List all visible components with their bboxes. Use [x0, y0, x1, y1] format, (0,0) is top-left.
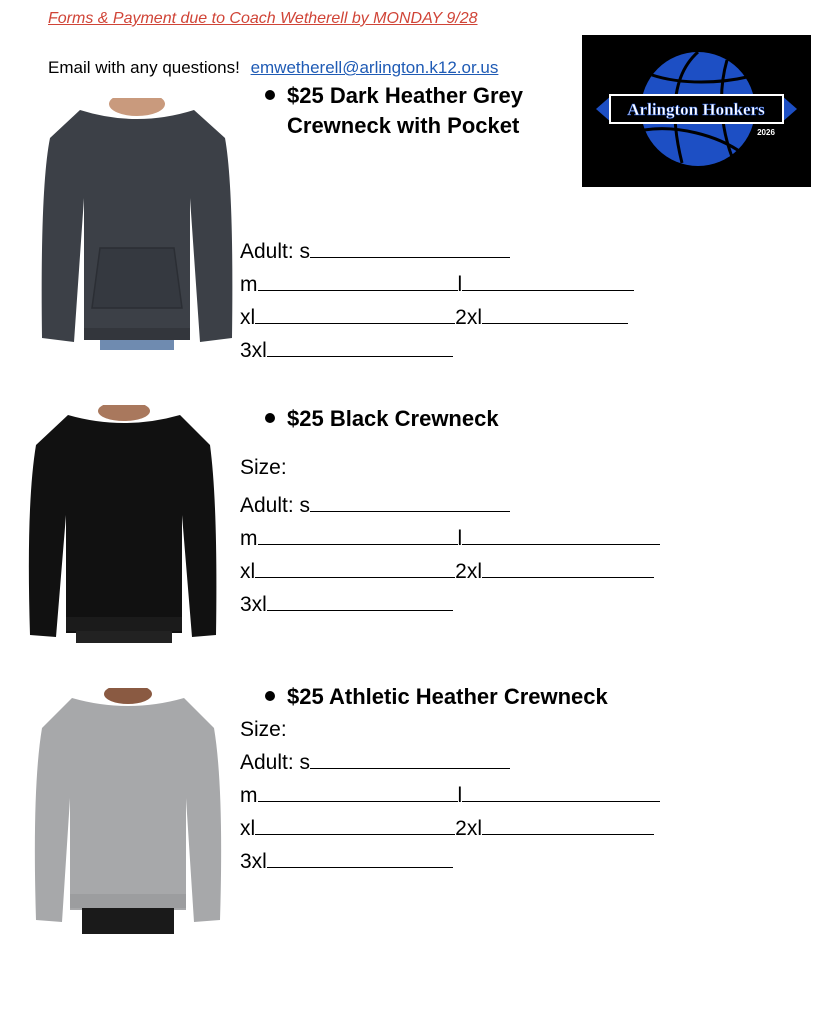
- adult-small-line: Adult: s: [240, 746, 510, 779]
- size-xl-field[interactable]: [255, 305, 455, 324]
- m-l-line: m l: [240, 522, 660, 555]
- size-xl-field[interactable]: [255, 559, 455, 578]
- size-3xl-field[interactable]: [267, 338, 453, 357]
- xl-2xl-line: xl 2xl: [240, 555, 654, 588]
- product-title-dark-heather: $25 Dark Heather Grey: [265, 80, 523, 112]
- product-title-athletic-heather: $25 Athletic Heather Crewneck: [265, 681, 608, 713]
- size-s-field[interactable]: [310, 750, 510, 769]
- 3xl-line: 3xl: [240, 845, 453, 878]
- 3xl-line: 3xl: [240, 334, 453, 367]
- volleyball-logo-icon: [582, 35, 811, 187]
- size-label: Size:: [240, 718, 287, 741]
- athletic-heather-crewneck-image: [30, 688, 226, 941]
- contact-line: [48, 58, 498, 78]
- size-m-field[interactable]: [258, 783, 458, 802]
- xl-2xl-line: xl 2xl: [240, 301, 628, 334]
- dark-heather-crewneck-image: [40, 98, 234, 355]
- adult-small-line: Adult: s: [240, 235, 510, 268]
- email-link[interactable]: emwetherell@arlington.k12.or.us: [250, 58, 499, 77]
- size-3xl-field[interactable]: [267, 849, 453, 868]
- bullet-icon: [265, 90, 275, 100]
- size-s-field[interactable]: [310, 239, 510, 258]
- size-xl-field[interactable]: [255, 816, 455, 835]
- 3xl-line: 3xl: [240, 588, 453, 621]
- size-l-field[interactable]: [462, 526, 660, 545]
- adult-small-line: Adult: s: [240, 489, 510, 522]
- logo-year: 2026: [757, 128, 775, 137]
- m-l-line: m l: [240, 779, 660, 812]
- size-l-field[interactable]: [462, 783, 660, 802]
- bullet-icon: [265, 691, 275, 701]
- product-title-dark-heather-line2: Crewneck with Pocket: [287, 113, 520, 138]
- size-2xl-field[interactable]: [482, 305, 628, 324]
- deadline-notice: Forms & Payment due to Coach Wetherell by MONDAY 9/28: [48, 10, 478, 27]
- m-l-line: m l: [240, 268, 634, 301]
- size-label: Size:: [240, 456, 287, 479]
- size-2xl-field[interactable]: [482, 559, 654, 578]
- team-logo: [582, 35, 811, 187]
- product-title-black: $25 Black Crewneck: [265, 403, 499, 435]
- contact-text: Email with any questions!: [48, 58, 240, 77]
- size-l-field[interactable]: [462, 272, 634, 291]
- size-s-field[interactable]: [310, 493, 510, 512]
- size-2xl-field[interactable]: [482, 816, 654, 835]
- size-3xl-field[interactable]: [267, 592, 453, 611]
- size-m-field[interactable]: [258, 272, 458, 291]
- size-m-field[interactable]: [258, 526, 458, 545]
- black-crewneck-image: [24, 405, 218, 648]
- bullet-icon: [265, 413, 275, 423]
- logo-text: Arlington Honkers: [627, 100, 765, 119]
- xl-2xl-line: xl 2xl: [240, 812, 654, 845]
